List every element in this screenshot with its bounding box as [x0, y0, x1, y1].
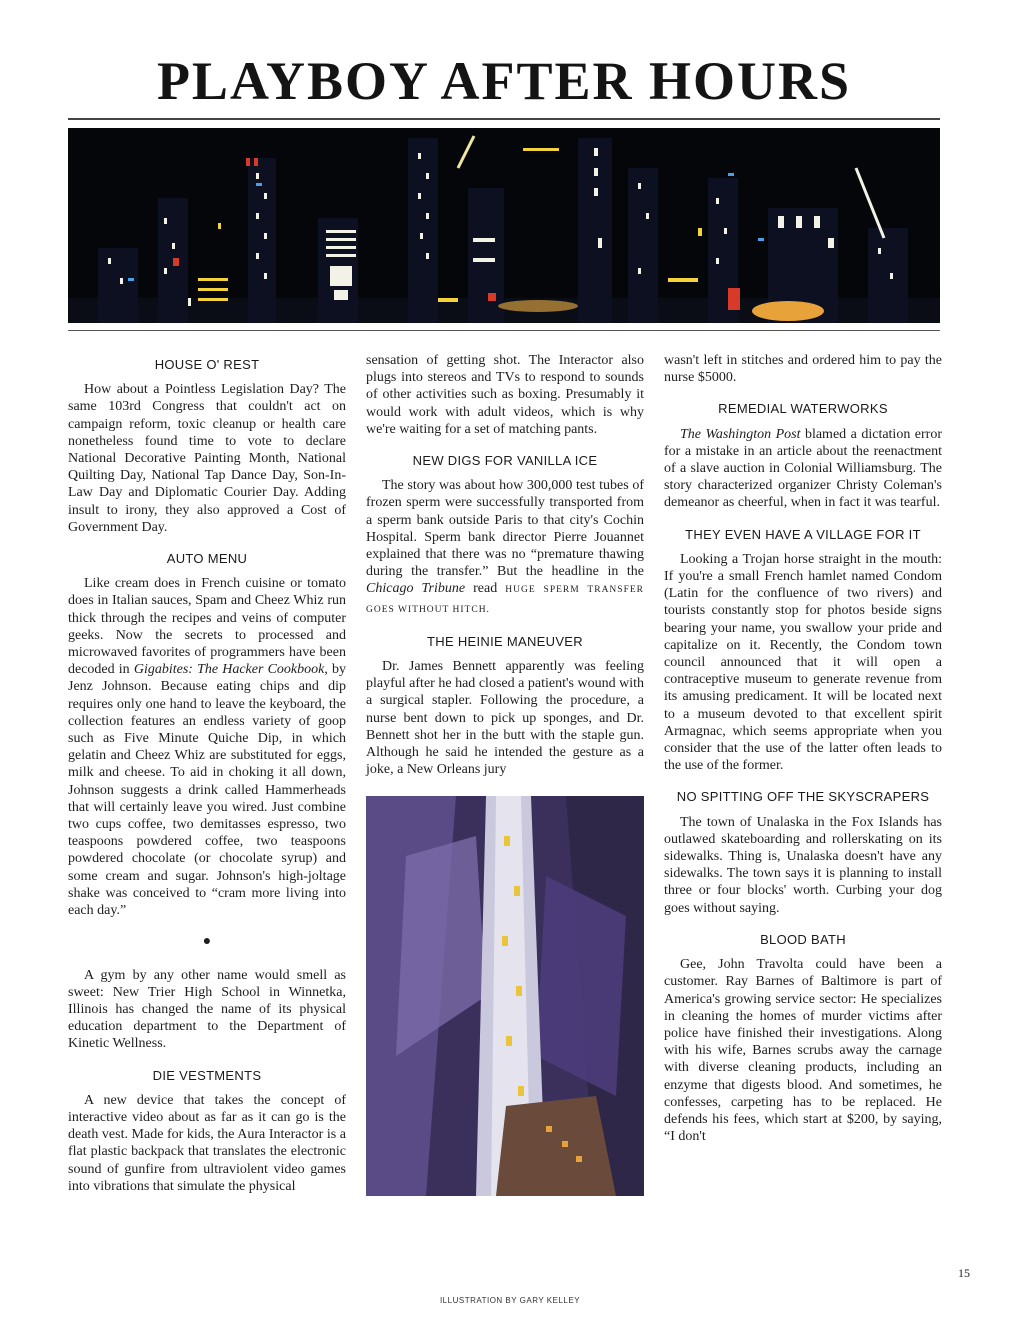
section-heading: DIE VESTMENTS — [152, 1067, 262, 1083]
illustration-credit: ILLUSTRATION BY GARY KELLEY — [439, 1296, 581, 1305]
street-aerial-illustration — [366, 796, 644, 1196]
section-heading: BLOOD BATH — [760, 931, 846, 947]
newspaper-title: Chicago Tribune — [366, 581, 466, 597]
paragraph: Like cream does in French cuisine or tomato does in Italian sauces, Spam and Cheez Whiz run thick through the recipes and veins of computer geeks. Now the secrets to processed and microwaved favorites of programmers have been decoded in Gigabites: The Hacker Cookbook, by Jenz Johnson. Because eating chips and dip requires only one hand to leave the keyboard, the collection features an endless variety of goop such as Five Minute Quiche Dip, in which gelatin and Cheez Whiz are substituted for eggs, milk and cheese. To aid in choking it all down, Johnson suggests a drink called Hammerheads that will certainly leave you wired. Just combine two cups coffee, two demitasses espresso, two teaspoons powdered coffee, two teaspoons powdered chocolate (or chocolate syrup) and some cream and sugar. Johnson's high-joltage shake was conceived to “cram more living into each day.” — [68, 576, 346, 919]
section-heading: AUTO MENU — [166, 551, 248, 567]
page-number: 15 — [958, 1266, 970, 1280]
paragraph: Dr. James Bennett apparently was feeling playful after he had closed a patient's wound with a surgical stapler. Following the procedure, a nurse bent down to pick up sponges, and Dr. Bennett shot her in the butt with the staple gun. Although he said he intended the gesture as a joke, a New Orleans jury — [366, 659, 644, 778]
paragraph: Gee, John Travolta could have been a customer. Ray Barnes of Baltimore is part of America's growing service sector: He specializes in cleaning the homes of murder victims after police have finished their investigations. Along with his wife, Barnes scrubs away the carnage with diverse cleaning products, including an enzyme that digests blood. And sometimes, he confesses, carpeting has to be replaced. He defends his fees, which start at $200, by saying, “I don't — [664, 957, 942, 1145]
section-heading: THEY EVEN HAVE A VILLAGE FOR IT — [685, 526, 921, 542]
paragraph: wasn't left in stitches and ordered him to pay the nurse $5000. — [664, 353, 942, 386]
masthead-title: PLAYBOY AFTER HOURS — [156, 51, 852, 111]
paragraph: The town of Unalaska in the Fox Islands has outlawed skateboarding and rollerskating on its sidewalks. Thing is, Unalaska doesn't have any sidewalks. The town says it is planning to install three or four blocks' worth. Curbing your dog goes without saying. — [664, 814, 942, 916]
paragraph: The Washington Post blamed a dictation error for a mistake in an article about the reenactment of a slave auction in Colonial Williamsburg. The story characterized organizer Christy Coleman's demeanor as cheerful, when in fact it was tearful. — [664, 426, 943, 511]
section-heading: NO SPITTING OFF THE SKYSCRAPERS — [676, 789, 930, 805]
paragraph: The story was about how 300,000 test tubes of frozen sperm were successfully transported from a sperm bank outside Paris to that city's Cochin Hospital. Sperm bank director Pierre Jouannet explained that there was no “premature thawing during the transfer.” But the headline in the Chicago Tribune read HUGE SPERM TRANSFER GOES WITHOUT HITCH. — [366, 478, 644, 615]
masthead-rule — [68, 118, 940, 120]
paragraph: Looking a Trojan horse straight in the mouth: If you're a small French hamlet named Condom (Latin for the confluence of two rivers) and tourists constantly stop for photos beside signs bearing your name, you swallow your pride and capitalize on it. Recently, the Condom town council announced that it will open a contraceptive museum to generate revenue from its amusing predicament. It will be located next to a museum devoted to that excellent spirit Armagnac, which seems appropriate when you consider that the use of the latter often leads to the use of the former. — [664, 551, 942, 774]
bullet-separator: ● — [202, 934, 212, 950]
section-heading: NEW DIGS FOR VANILLA ICE — [412, 453, 598, 469]
column-1 — [68, 352, 346, 1195]
section-heading: HOUSE O' REST — [154, 357, 260, 372]
banner-rule — [68, 330, 940, 331]
section-heading: THE HEINIE MANEUVER — [427, 633, 583, 649]
column-2 — [366, 352, 644, 1196]
column-3 — [664, 352, 942, 1145]
paragraph: How about a Pointless Legislation Day? The same 103rd Congress that couldn't act on campaign reform, toxic cleanup or health care nonetheless found time to vote to declare National Decorative Painting Month, National Quilting Day, National Tap Dance Day, Son-In-Law Day and Diplomatic Courier Day. Adding insult to irony, they also approved a Cost of Government Day. — [68, 382, 346, 535]
section-heading: REMEDIAL WATERWORKS — [718, 401, 888, 417]
paragraph: A new device that takes the concept of interactive video about as far as it can go is the death vest. Made for kids, the Aura Interactor is a flat plastic backpack that translates the electronic sound of gunfire from ultraviolent video games into vibrations that simulate the physical — [68, 1092, 346, 1194]
city-skyline-illustration — [68, 128, 940, 323]
newspaper-title: The Washington Post — [680, 426, 801, 442]
book-title: Gigabites: The Hacker Cookbook — [133, 662, 325, 678]
paragraph: A gym by any other name would smell as sweet: New Trier High School in Winnetka, Illinois has changed the name of its physical education department to the Department of Kinetic Wellness. — [68, 967, 346, 1052]
headline-quote: HUGE SPERM TRANSFER GOES WITHOUT HITCH. — [366, 585, 644, 615]
paragraph: sensation of getting shot. The Interactor also plugs into stereos and TVs to respond to sounds of other activities such as boxing. Presumably it would work with adult videos, which is why we're waiting for a set of matching pants. — [366, 353, 644, 437]
